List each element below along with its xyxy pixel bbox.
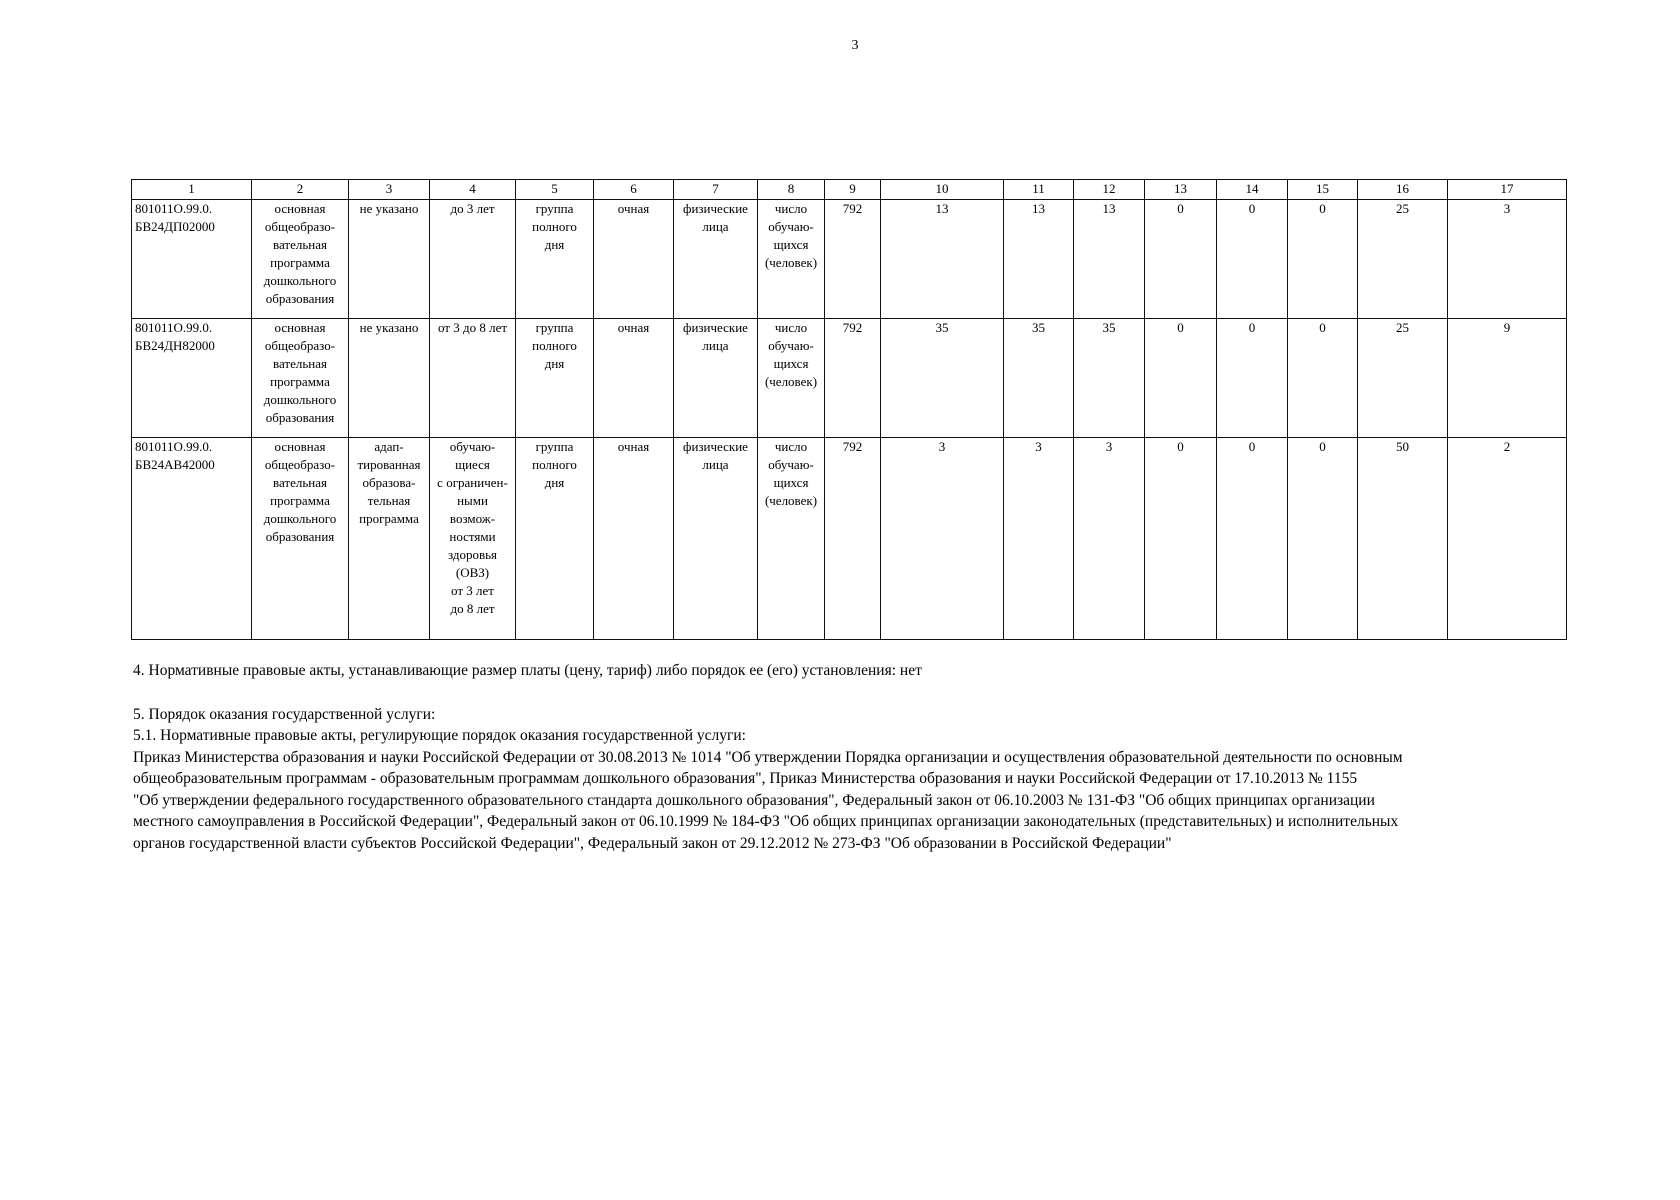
table-cell: группа полного дня (516, 319, 594, 438)
table-header-row (132, 180, 1567, 200)
table-cell: группа полного дня (516, 200, 594, 319)
header-cell: 16 (1358, 180, 1448, 200)
header-cell: 13 (1145, 180, 1217, 200)
table-cell: группа полного дня (516, 438, 594, 640)
header-cell: 15 (1288, 180, 1358, 200)
table-row (132, 319, 1567, 438)
table-cell: 792 (825, 438, 881, 640)
header-cell: 4 (430, 180, 516, 200)
table-cell: 0 (1145, 319, 1217, 438)
table-cell: физические лица (674, 438, 758, 640)
table-cell: 3 (881, 438, 1004, 640)
program-cell: основная общеобразо- вательная программа дошкольного образования (252, 319, 349, 438)
header-cell: 12 (1074, 180, 1145, 200)
table-cell: не указано (349, 200, 430, 319)
legal-acts-line: "Об утверждении федерального государственного образовательного стандарта дошкольного образования", Федеральный закон от 06.10.2003 № 131-ФЗ "Об общих принципах организации (133, 791, 1375, 809)
table-cell: 0 (1145, 438, 1217, 640)
table-cell: очная (594, 200, 674, 319)
paragraph-4: 4. Нормативные правовые акты, устанавливающие размер платы (цену, тариф) либо порядок ее (его) установления: нет (133, 662, 922, 679)
header-cell: 10 (881, 180, 1004, 200)
table-cell: 0 (1145, 200, 1217, 319)
page-number: 3 (851, 38, 859, 53)
header-cell: 6 (594, 180, 674, 200)
table-cell: 13 (1074, 200, 1145, 319)
program-cell: основная общеобразо- вательная программа дошкольного образования (252, 438, 349, 640)
table-cell: адап- тированная образова- тельная программа (349, 438, 430, 640)
table-cell: 0 (1288, 319, 1358, 438)
table-cell: 792 (825, 319, 881, 438)
header-cell: 9 (825, 180, 881, 200)
registry-code-cell: 801011О.99.0. БВ24АВ42000 (132, 438, 252, 640)
header-cell: 1 (132, 180, 252, 200)
table-cell: 13 (1004, 200, 1074, 319)
header-cell: 5 (516, 180, 594, 200)
table-cell: 35 (881, 319, 1004, 438)
legal-acts-line: местного самоуправления в Российской Федерации", Федеральный закон от 06.10.1999 № 184-ФЗ "Об общих принципах организации законодательных (представительных) и исполнительных (133, 813, 1399, 830)
table-cell: до 3 лет (430, 200, 516, 319)
table-row (132, 438, 1567, 640)
table-cell: 3 (1448, 200, 1567, 319)
service-volume-table (131, 179, 1567, 640)
header-cell: 14 (1217, 180, 1288, 200)
table-cell: 0 (1288, 438, 1358, 640)
table-cell: 13 (881, 200, 1004, 319)
table-cell: 792 (825, 200, 881, 319)
table-row (132, 200, 1567, 319)
header-cell: 7 (674, 180, 758, 200)
table-cell: 35 (1004, 319, 1074, 438)
table-cell: число обучаю- щихся (человек) (758, 319, 825, 438)
table-cell: 0 (1217, 200, 1288, 319)
paragraph-5-1: 5.1. Нормативные правовые акты, регулирующие порядок оказания государственной услуги: (133, 727, 746, 744)
header-cell: 2 (252, 180, 349, 200)
table-cell: 25 (1358, 319, 1448, 438)
table-cell: обучаю- щиеся с ограничен- ными возмож- ностями здоровья (ОВЗ) от 3 лет до 8 лет (430, 438, 516, 640)
table-cell: очная (594, 438, 674, 640)
header-cell: 3 (349, 180, 430, 200)
legal-acts-line: общеобразовательным программам - образовательным программам дошкольного образования", Приказ Министерства образования и науки Российской Федерации от 17.10.2013 № 1155 (133, 770, 1358, 787)
legal-acts-line: Приказ Министерства образования и науки Российской Федерации от 30.08.2013 № 1014 "Об утверждении Порядка организации и осуществления образовательной деятельности по основным (133, 748, 1403, 766)
table-cell: не указано (349, 319, 430, 438)
table-cell: число обучаю- щихся (человек) (758, 200, 825, 319)
table-cell: физические лица (674, 319, 758, 438)
notes-section (133, 660, 1573, 854)
table-cell: 25 (1358, 200, 1448, 319)
table-cell: 0 (1217, 438, 1288, 640)
header-cell: 8 (758, 180, 825, 200)
table-cell: от 3 до 8 лет (430, 319, 516, 438)
table-cell: 3 (1074, 438, 1145, 640)
table-cell: 3 (1004, 438, 1074, 640)
legal-acts-line: органов государственной власти субъектов Российской Федерации", Федеральный закон от 29.12.2012 № 273-ФЗ "Об образовании в Российской Федерации" (133, 834, 1172, 852)
registry-code-cell: 801011О.99.0. БВ24ДП02000 (132, 200, 252, 319)
table-cell: очная (594, 319, 674, 438)
table-cell: 0 (1217, 319, 1288, 438)
table-cell: 2 (1448, 438, 1567, 640)
table-cell: 35 (1074, 319, 1145, 438)
header-cell: 11 (1004, 180, 1074, 200)
program-cell: основная общеобразо- вательная программа дошкольного образования (252, 200, 349, 319)
registry-code-cell: 801011О.99.0. БВ24ДН82000 (132, 319, 252, 438)
paragraph-5: 5. Порядок оказания государственной услуги: (133, 705, 436, 723)
table-cell: число обучаю- щихся (человек) (758, 438, 825, 640)
table-cell: 9 (1448, 319, 1567, 438)
table-cell: физические лица (674, 200, 758, 319)
table-cell: 0 (1288, 200, 1358, 319)
table-cell: 50 (1358, 438, 1448, 640)
header-cell: 17 (1448, 180, 1567, 200)
